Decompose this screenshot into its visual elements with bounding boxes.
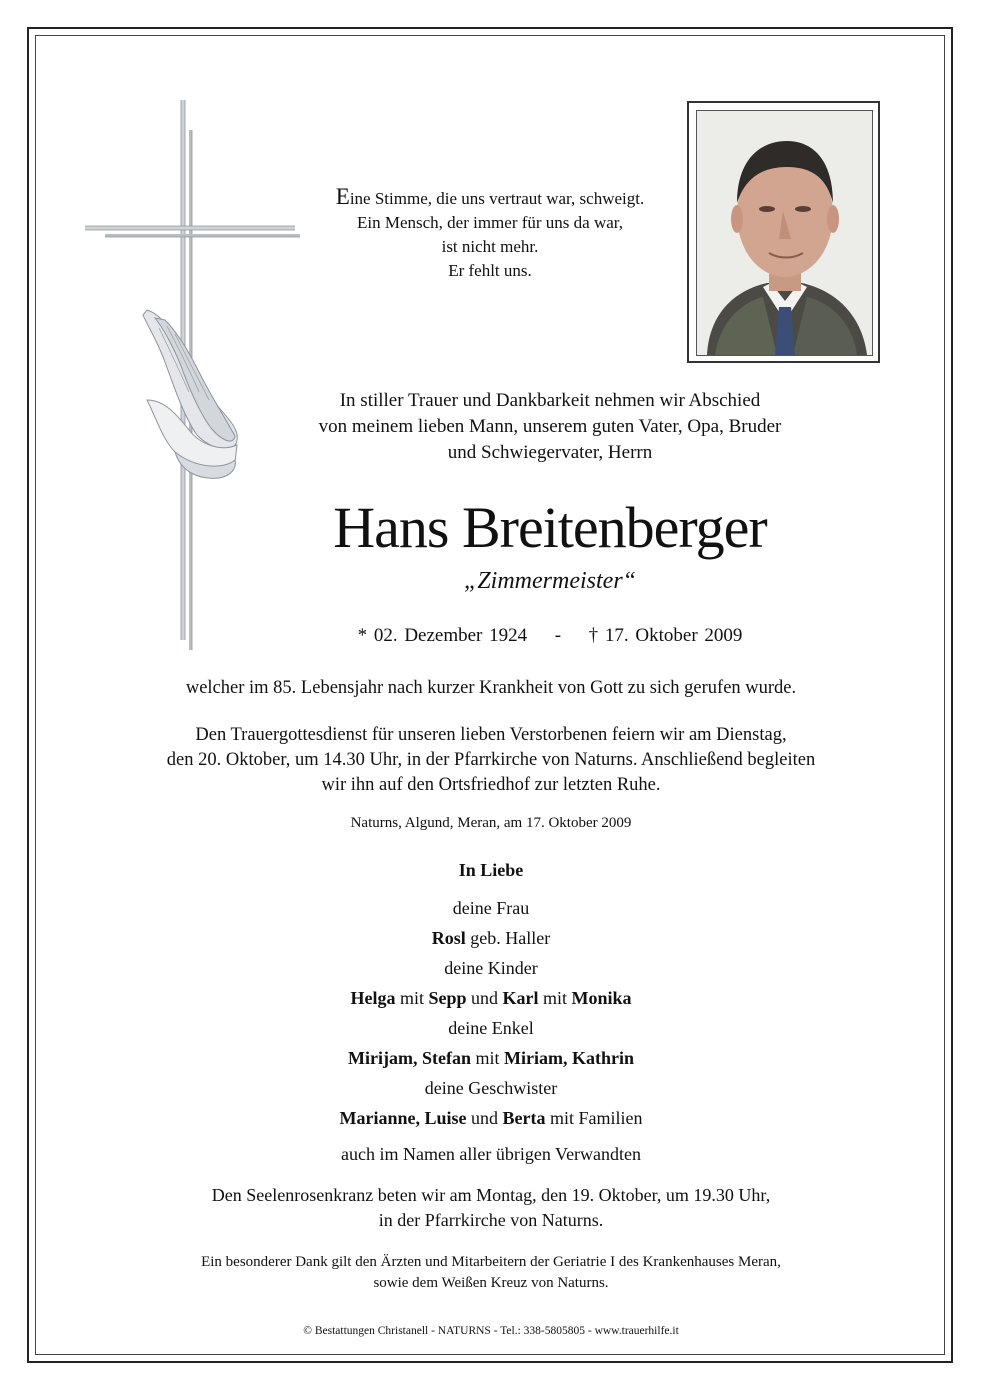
poem-initial: E <box>335 184 350 209</box>
memorial-poem <box>300 185 680 283</box>
funeral-service-text <box>0 723 982 798</box>
birth-date: * 02. Dezember 1924 <box>357 625 528 646</box>
relatives-line: auch im Namen aller übrigen Verwandten <box>340 1144 642 1164</box>
wife-line <box>0 923 982 953</box>
children-label: deine Kinder <box>444 958 538 978</box>
deceased-name: Hans Breitenberger <box>333 495 767 560</box>
intro-line: von meinem lieben Mann, unserem guten Vater, Opa, Bruder <box>318 416 782 437</box>
date-separator: - <box>554 625 562 646</box>
sibling-suffix: mit Familien <box>545 1108 643 1128</box>
intro-line: In stiller Trauer und Dankbarkeit nehmen wir Abschied <box>339 390 761 411</box>
rosary-line: Den Seelenrosenkranz beten wir am Montag, den 19. Oktober, um 19.30 Uhr, <box>211 1185 771 1205</box>
rosary-text <box>0 1183 982 1233</box>
portrait-photo <box>696 110 873 356</box>
partner-name: Sepp <box>428 988 467 1008</box>
sibling-name: Berta <box>502 1108 546 1128</box>
poem-line-4: Er fehlt uns. <box>448 261 532 280</box>
sibling-names: Marianne, Luise <box>339 1108 467 1128</box>
life-dates <box>290 625 810 647</box>
deceased-occupation: „Zimmermeister“ <box>463 568 637 594</box>
poem-line-2: Ein Mensch, der immer für uns da war, <box>356 213 624 232</box>
funeral-home-footer: © Bestattungen Christanell - NATURNS - Tel.: 338-5805805 - www.trauerhilfe.it <box>303 1325 679 1337</box>
poem-line-3: ist nicht mehr. <box>441 237 539 256</box>
cross-with-praying-hands-icon <box>85 100 300 660</box>
grandchild-names: Miriam, Kathrin <box>504 1048 634 1068</box>
thanks-line: Ein besonderer Dank gilt den Ärzten und Mitarbeitern der Geriatrie I des Krankenhauses Meran, <box>201 1254 781 1270</box>
service-line: Den Trauergottesdienst für unseren lieben Verstorbenen feiern wir am Dienstag, <box>195 725 787 745</box>
connector-text: und <box>466 1108 503 1128</box>
thanks-line: sowie dem Weißen Kreuz von Naturns. <box>373 1275 609 1291</box>
children-line <box>0 983 982 1013</box>
grandchildren-label: deine Enkel <box>448 1018 534 1038</box>
service-line: wir ihn auf den Ortsfriedhof zur letzten Ruhe. <box>321 775 661 795</box>
siblings-label: deine Geschwister <box>424 1078 558 1098</box>
siblings-line <box>0 1103 982 1133</box>
connector-text: mit <box>395 988 429 1008</box>
wife-label: deine Frau <box>452 898 530 918</box>
service-line: den 20. Oktober, um 14.30 Uhr, in der Pfarrkirche von Naturns. Anschließend begleiten <box>166 750 816 770</box>
farewell-intro <box>285 388 815 466</box>
death-date: † 17. Oktober 2009 <box>588 625 743 646</box>
rosary-line: in der Pfarrkirche von Naturns. <box>378 1210 604 1230</box>
child-name: Helga <box>350 988 396 1008</box>
connector-text: und <box>466 988 503 1008</box>
poem-line-1: ine Stimme, die uns vertraut war, schweigt. <box>349 189 645 208</box>
connector-text: mit <box>538 988 572 1008</box>
wife-maiden-name: geb. Haller <box>465 928 551 948</box>
partner-name: Monika <box>571 988 632 1008</box>
family-list <box>0 893 982 1169</box>
death-notice-text: welcher im 85. Lebensjahr nach kurzer Krankheit von Gott zu sich gerufen wurde. <box>185 678 797 698</box>
child-name: Karl <box>502 988 539 1008</box>
grandchildren-line <box>0 1043 982 1073</box>
thanks-text <box>0 1252 982 1294</box>
connector-text: mit <box>470 1048 504 1068</box>
portrait-photo-frame <box>687 101 880 363</box>
grandchild-names: Mirijam, Stefan <box>348 1048 471 1068</box>
in-love-heading: In Liebe <box>458 860 524 880</box>
intro-line: und Schwiegervater, Herrn <box>447 442 653 463</box>
place-and-date: Naturns, Algund, Meran, am 17. Oktober 2009 <box>350 815 632 831</box>
wife-name: Rosl <box>431 928 466 948</box>
